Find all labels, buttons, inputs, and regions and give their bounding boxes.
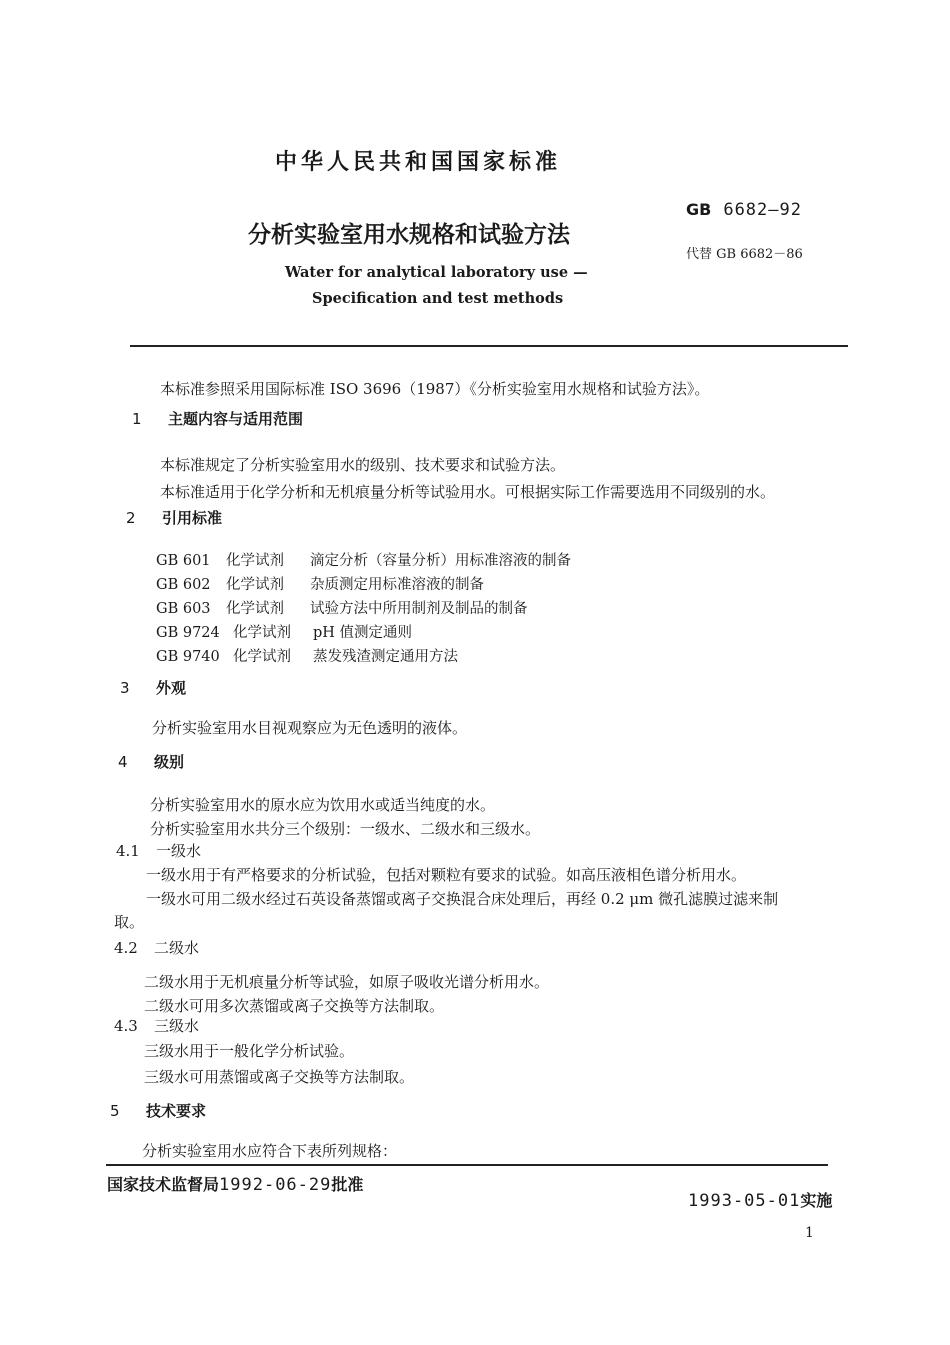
header-divider xyxy=(130,345,848,347)
section-5-paragraph: 分析实验室用水应符合下表所列规格： xyxy=(142,1142,398,1160)
subsection-4-3-title: 三级水 xyxy=(154,1017,200,1035)
subsection-4-2-paragraph-1: 二级水用于无机痕量分析等试验，如原子吸收光谱分析用水。 xyxy=(144,973,550,991)
reference-row xyxy=(156,549,571,570)
section-1-number: 1 xyxy=(132,410,142,428)
reference-code: GB 9724 xyxy=(156,625,220,641)
subsection-4-1-paragraph-2: 一级水可用二级水经过石英设备蒸馏或离子交换混合床处理后，再经 0.2 μm 微孔滤膜过滤来制 xyxy=(146,890,779,908)
subsection-4-2-paragraph-2: 二级水可用多次蒸馏或离子交换等方法制取。 xyxy=(144,997,445,1015)
reference-title: 杂质测定用标准溶液的制备 xyxy=(310,577,484,593)
issuing-authority: 国家技术监督局 xyxy=(107,1175,220,1194)
section-5-heading xyxy=(110,1100,206,1121)
section-2-number: 2 xyxy=(126,509,136,527)
section-2-title: 引用标准 xyxy=(162,509,223,527)
subsection-4-3-paragraph-1: 三级水用于一般化学分析试验。 xyxy=(144,1042,355,1060)
subsection-4-1-heading xyxy=(116,840,201,861)
reference-code: GB 601 xyxy=(156,553,211,569)
intro-paragraph: 本标准参照采用国际标准 ISO 3696（1987）《分析实验室用水规格和试验方法》。 xyxy=(160,380,710,398)
section-1-title: 主题内容与适用范围 xyxy=(168,410,304,428)
section-3-title: 外观 xyxy=(156,679,187,697)
reference-title: pH 值测定通则 xyxy=(313,625,413,641)
section-4-heading xyxy=(118,751,184,772)
section-4-title: 级别 xyxy=(154,753,185,771)
standard-code-number: 6682—92 xyxy=(723,200,802,220)
replaces-standard: 代替 GB 6682－86 xyxy=(686,247,803,262)
subsection-4-2-number: 4.2 xyxy=(114,939,138,957)
subsection-4-1-number: 4.1 xyxy=(116,842,140,860)
subsection-4-2-heading xyxy=(114,937,199,958)
section-3-paragraph: 分析实验室用水目视观察应为无色透明的液体。 xyxy=(152,719,468,737)
approval-date: 1992-06-29 xyxy=(219,1175,332,1195)
section-3-number: 3 xyxy=(120,679,130,697)
footer-divider xyxy=(106,1164,828,1166)
standard-code-prefix: GB xyxy=(686,200,712,219)
subsection-4-1-title: 一级水 xyxy=(156,842,202,860)
subsection-4-2-title: 二级水 xyxy=(154,939,200,957)
reference-row xyxy=(156,573,484,594)
section-4-paragraph-1: 分析实验室用水的原水应为饮用水或适当纯度的水。 xyxy=(150,796,496,814)
reference-row xyxy=(156,621,412,642)
effective-date: 1993-05-01 xyxy=(688,1191,801,1211)
document-title: 分析实验室用水规格和试验方法 xyxy=(248,222,570,248)
subsection-4-1-paragraph-2-continued: 取。 xyxy=(114,913,145,931)
subsection-4-3-heading xyxy=(114,1015,199,1036)
english-title-line2: Specification and test methods xyxy=(312,290,564,307)
reference-title: 试验方法中所用制剂及制品的制备 xyxy=(310,601,528,617)
english-title-line1: Water for analytical laboratory use — xyxy=(285,264,588,281)
section-4-paragraph-2: 分析实验室用水共分三个级别：一级水、二级水和三级水。 xyxy=(150,820,541,838)
reference-title: 滴定分析（容量分析）用标准溶液的制备 xyxy=(310,553,571,569)
reference-code: GB 603 xyxy=(156,601,211,617)
reference-code: GB 602 xyxy=(156,577,211,593)
subsection-4-3-paragraph-2: 三级水可用蒸馏或离子交换等方法制取。 xyxy=(144,1068,415,1086)
section-1-paragraph-1: 本标准规定了分析实验室用水的级别、技术要求和试验方法。 xyxy=(160,456,566,474)
standard-type-heading: 中华人民共和国国家标准 xyxy=(275,150,562,175)
section-1-paragraph-2: 本标准适用于化学分析和无机痕量分析等试验用水。可根据实际工作需要选用不同级别的水。 xyxy=(160,483,776,501)
reference-category: 化学试剂 xyxy=(233,625,291,641)
subsection-4-3-number: 4.3 xyxy=(114,1017,138,1035)
reference-category: 化学试剂 xyxy=(226,553,284,569)
section-1-heading xyxy=(132,408,303,429)
reference-row xyxy=(156,645,458,666)
reference-category: 化学试剂 xyxy=(226,601,284,617)
section-4-number: 4 xyxy=(118,753,128,771)
approval-label: 批准 xyxy=(331,1175,364,1194)
section-3-heading xyxy=(120,677,186,698)
reference-category: 化学试剂 xyxy=(233,649,291,665)
reference-code: GB 9740 xyxy=(156,649,220,665)
reference-category: 化学试剂 xyxy=(226,577,284,593)
approval-line xyxy=(107,1172,363,1195)
standard-code xyxy=(686,200,802,220)
section-5-number: 5 xyxy=(110,1102,120,1120)
page-number: 1 xyxy=(805,1225,814,1241)
section-2-heading xyxy=(126,507,222,528)
section-5-title: 技术要求 xyxy=(146,1102,207,1120)
reference-title: 蒸发残渣测定通用方法 xyxy=(313,649,458,665)
effective-label: 实施 xyxy=(800,1191,833,1210)
effective-line xyxy=(688,1188,832,1211)
subsection-4-1-paragraph-1: 一级水用于有严格要求的分析试验，包括对颗粒有要求的试验。如高压液相色谱分析用水。 xyxy=(146,866,747,884)
reference-row xyxy=(156,597,528,618)
